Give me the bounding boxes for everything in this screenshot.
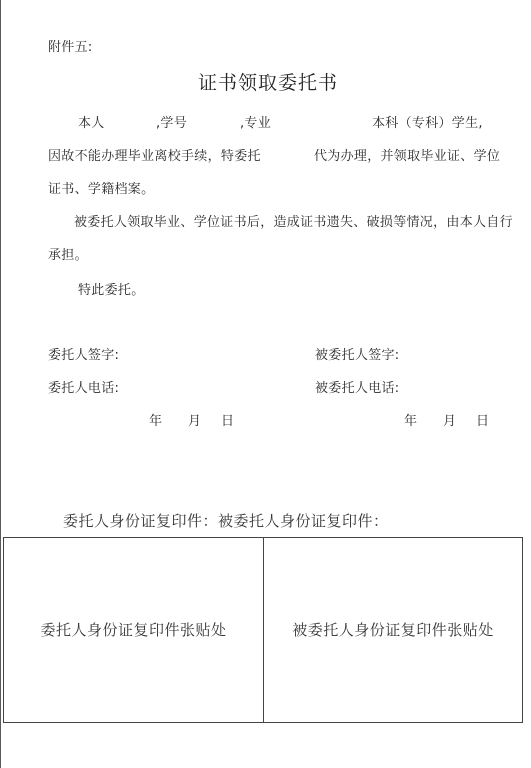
para1-line2-a: 因故不能办理毕业离校手续，特委托 (48, 149, 261, 164)
principal-date-day: 日 (221, 414, 235, 429)
para1-line1-b: ,学号 (156, 116, 188, 131)
principal-phone-label: 委托人电话: (48, 381, 120, 396)
principal-date-year: 年 (149, 414, 163, 429)
agent-id-copy-box-label: 被委托人身份证复印件张贴处 (292, 621, 494, 639)
para1-line1-a: 本人 (78, 116, 105, 131)
document-title: 证书领取委托书 (198, 72, 339, 94)
id-copy-heading: 委托人身份证复印件：被委托人身份证复印件： (63, 512, 389, 530)
principal-id-copy-box (3, 537, 264, 723)
para1-line1-d: 本科（专科）学生, (372, 116, 483, 131)
attachment-label: 附件五: (48, 40, 93, 55)
agent-signature-label: 被委托人签字: (315, 348, 400, 363)
principal-signature-label: 委托人签字: (48, 348, 120, 363)
para2-line1: 被委托人领取毕业、学位证书后，造成证书遗失、破损等情况，由本人自行 (74, 215, 513, 230)
agent-date-month: 月 (443, 414, 457, 429)
principal-date-month: 月 (188, 414, 202, 429)
agent-date-day: 日 (476, 414, 490, 429)
para1-line1-c: ,专业 (240, 116, 272, 131)
para1-line3: 证书、学籍档案。 (48, 182, 155, 197)
para3: 特此委托。 (78, 283, 145, 298)
agent-id-copy-box (263, 537, 523, 723)
para1-line2-b: 代为办理，并领取毕业证、学位 (314, 149, 501, 164)
principal-id-copy-box-label: 委托人身份证复印件张贴处 (40, 621, 227, 639)
agent-date-year: 年 (404, 414, 418, 429)
para2-line2: 承担。 (48, 248, 88, 263)
agent-phone-label: 被委托人电话: (315, 381, 400, 396)
page-left-border (0, 0, 1, 768)
